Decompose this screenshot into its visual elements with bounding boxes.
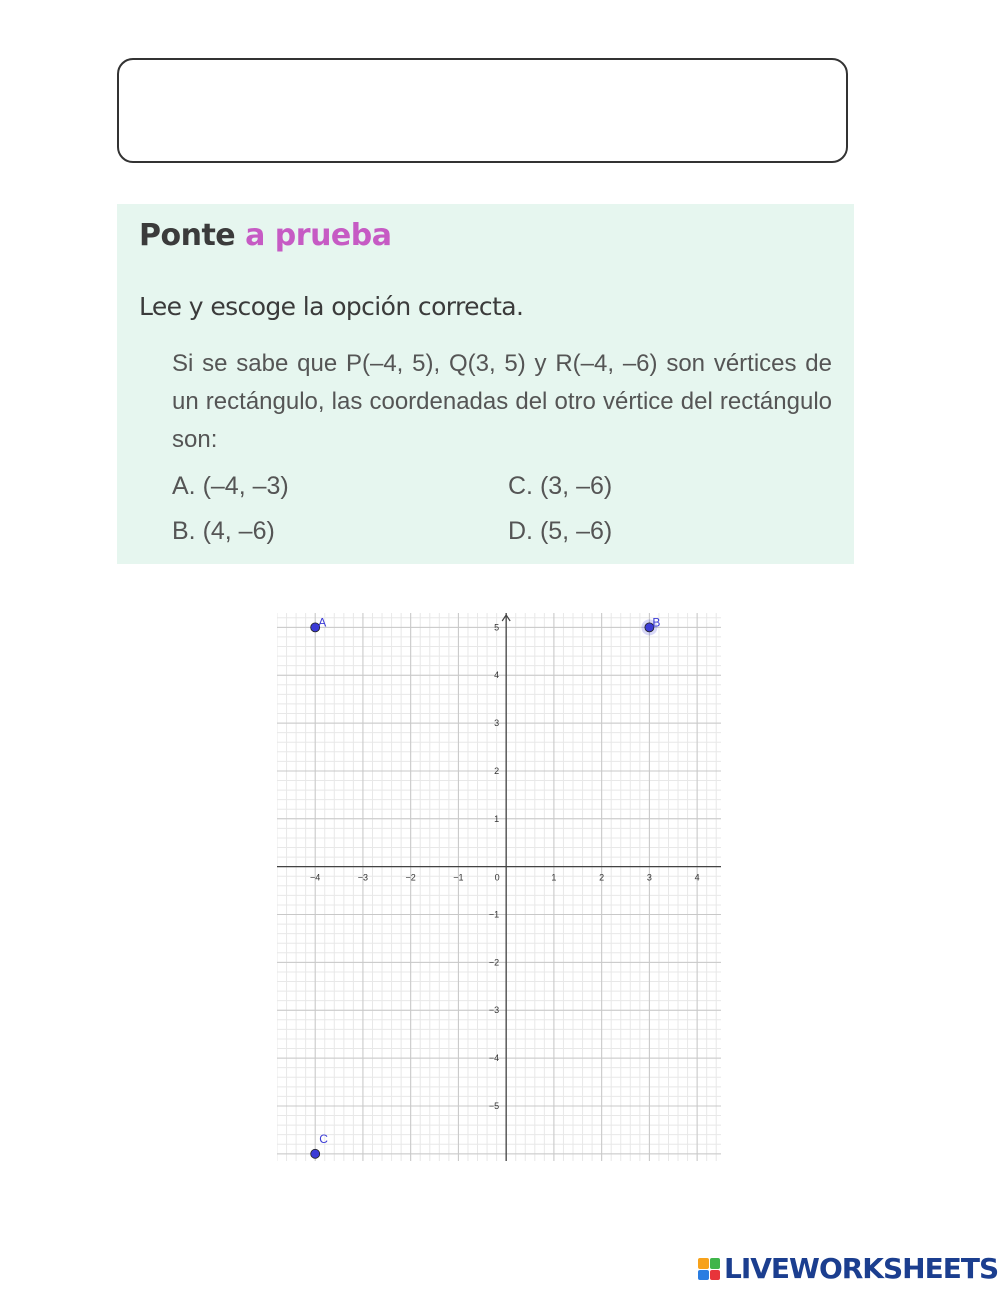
point-label-b: B bbox=[652, 615, 661, 630]
option-c: C. (3, –6) bbox=[508, 472, 613, 500]
y-tick-label: 2 bbox=[494, 765, 500, 776]
x-tick-label: 2 bbox=[599, 872, 605, 883]
brand-footer bbox=[698, 1252, 999, 1286]
exercise-title bbox=[139, 218, 392, 253]
coordinate-graph bbox=[277, 613, 721, 1161]
liveworksheets-logo-icon bbox=[698, 1258, 720, 1280]
y-tick-label: 1 bbox=[494, 813, 500, 824]
origin-label: 0 bbox=[494, 872, 500, 883]
option-b: B. (4, –6) bbox=[172, 517, 275, 545]
point-label-c: C bbox=[319, 1131, 328, 1146]
brand-name: LIVEWORKSHEETS bbox=[724, 1252, 999, 1285]
y-tick-label: 5 bbox=[494, 622, 500, 633]
exercise-instruction: Lee y escoge la opción correcta. bbox=[139, 292, 524, 321]
y-tick-label: −5 bbox=[488, 1100, 500, 1111]
exercise-panel bbox=[117, 204, 854, 564]
x-tick-label: −1 bbox=[453, 872, 464, 883]
x-tick-label: 3 bbox=[646, 872, 652, 883]
y-tick-label: −2 bbox=[488, 957, 500, 968]
y-tick-label: −4 bbox=[488, 1053, 500, 1064]
exercise-question: Si se sabe que P(–4, 5), Q(3, 5) y R(–4, –6) son vértices de un rectángulo, las coordenadas del otro vértice del rectángulo son: bbox=[172, 350, 832, 453]
x-tick-label: −2 bbox=[405, 872, 416, 883]
y-tick-label: 4 bbox=[494, 670, 500, 681]
y-tick-label: −3 bbox=[488, 1005, 500, 1016]
title-part1: Ponte bbox=[139, 218, 236, 253]
point-c bbox=[311, 1149, 320, 1158]
x-tick-label: 4 bbox=[694, 872, 700, 883]
answer-input-box[interactable] bbox=[117, 58, 848, 163]
y-tick-label: 3 bbox=[494, 718, 500, 729]
x-tick-label: −4 bbox=[310, 872, 321, 883]
title-part2: a prueba bbox=[245, 218, 392, 253]
point-label-a: A bbox=[318, 615, 327, 630]
y-tick-label: −1 bbox=[488, 909, 500, 920]
option-a: A. (–4, –3) bbox=[172, 472, 289, 500]
x-tick-label: 1 bbox=[551, 872, 557, 883]
graph-svg bbox=[277, 613, 721, 1161]
option-d: D. (5, –6) bbox=[508, 517, 613, 545]
x-tick-label: −3 bbox=[357, 872, 369, 883]
